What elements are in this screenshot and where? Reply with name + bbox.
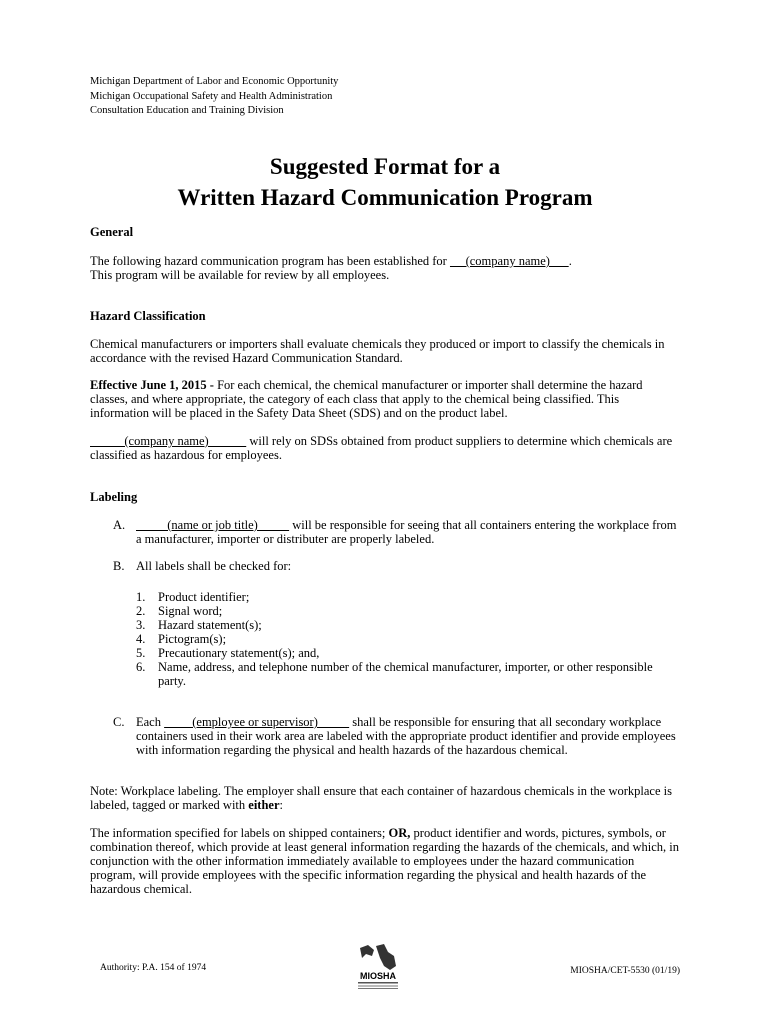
list-item [136, 660, 676, 688]
company-name-blank: (company name) [449, 254, 569, 268]
labeling-item-c [113, 715, 678, 757]
list-number: 4. [136, 632, 146, 646]
info-text: product identifier and words, pictures, symbols, or combination thereof, which provide at least general information regarding the hazards of the chemicals, and which, in conjunction with the other information immediately available to employees under the hazard communication program, will provide employees with the specific information regarding the physical and health hazards of the hazardous chemical. [90, 826, 680, 896]
employee-supervisor-blank: (employee or supervisor) [164, 715, 350, 729]
list-number: 6. [136, 660, 146, 674]
item-a-text: will be responsible for seeing that all containers entering the workplace from a manufacturer, importer or distributer are properly labeled. [136, 518, 677, 546]
list-text: Product identifier; [158, 590, 250, 604]
title-line-1: Suggested Format for a [269, 154, 501, 179]
item-b-text: All labels shall be checked for: [136, 559, 292, 573]
list-item [136, 632, 676, 646]
info-lead: The information specified for labels on shipped containers; [90, 826, 389, 840]
info-emphasis: OR, [388, 826, 411, 840]
title-line-2: Written Hazard Communication Program [177, 185, 593, 210]
effective-date: Effective June 1, 2015 - [90, 378, 214, 392]
list-text: Hazard statement(s); [158, 618, 262, 632]
list-item [136, 590, 676, 604]
section-heading-labeling: Labeling [90, 490, 138, 504]
general-period: . [568, 254, 572, 268]
list-number: 5. [136, 646, 146, 660]
document-title [0, 151, 770, 213]
header-line-division: Consultation Education and Training Division [90, 105, 284, 116]
list-number: 1. [136, 590, 146, 604]
header-line-department: Michigan Department of Labor and Economic Opportunity [90, 76, 339, 87]
item-letter-c: C. [113, 715, 125, 729]
item-c-text: shall be responsible for ensuring that all secondary workplace containers used in their work area are labeled with the appropriate product identifier and provide employees with information regarding the physical and health hazards of the hazardous chemical. [136, 715, 676, 757]
effective-text: For each chemical, the chemical manufacturer or importer shall determine the hazard classes, and where appropriate, the category of each class that apply to the chemical being classified. This information will be placed in the Safety Data Sheet (SDS) and on the product label. [90, 378, 643, 420]
list-item [136, 604, 676, 618]
general-paragraph [90, 254, 680, 282]
list-item [136, 646, 676, 660]
section-heading-general: General [90, 225, 134, 239]
list-text: Pictogram(s); [158, 632, 227, 646]
workplace-labeling-note [90, 784, 680, 812]
miosha-logo-icon [350, 942, 406, 994]
note-colon: : [279, 798, 283, 812]
section-heading-classification: Hazard Classification [90, 309, 206, 323]
labeling-item-a [113, 518, 678, 546]
note-emphasis: either [248, 798, 280, 812]
list-text: Signal word; [158, 604, 223, 618]
list-text: Name, address, and telephone number of the chemical manufacturer, importer, or other responsible party. [158, 660, 653, 688]
list-item [136, 618, 676, 632]
classification-paragraph-2 [90, 378, 680, 420]
list-text: Precautionary statement(s); and, [158, 646, 320, 660]
item-letter-a: A. [113, 518, 126, 532]
item-letter-b: B. [113, 559, 125, 573]
classification-paragraph-3 [90, 434, 680, 462]
list-number: 3. [136, 618, 146, 632]
header-line-administration: Michigan Occupational Safety and Health Administration [90, 90, 333, 102]
authority-citation: Authority: P.A. 154 of 1974 [100, 963, 207, 973]
labeling-item-b [113, 559, 678, 573]
note-text: Note: Workplace labeling. The employer shall ensure that each container of hazardous chemicals in the workplace is labeled, tagged or marked with [90, 784, 672, 812]
company-name-blank-2: (company name) [90, 434, 247, 448]
label-checklist [136, 590, 676, 688]
sds-text: will rely on SDSs obtained from product suppliers to determine which chemicals are classified as hazardous for employees. [90, 434, 673, 462]
form-number: MIOSHA/CET-5530 (01/19) [570, 966, 680, 976]
classification-paragraph-1: Chemical manufacturers or importers shall evaluate chemicals they produced or import to classify the chemicals in accordance with the revised Hazard Communication Standard. [90, 337, 665, 365]
agency-header [90, 75, 338, 119]
name-job-title-blank: (name or job title) [136, 518, 290, 532]
general-text: The following hazard communication program has been established for [90, 254, 450, 268]
label-information-paragraph [90, 826, 680, 896]
list-number: 2. [136, 604, 146, 618]
general-text-line-2: This program will be available for review by all employees. [90, 268, 390, 282]
item-c-lead: Each [136, 715, 165, 729]
logo-text: MIOSHA [360, 971, 396, 981]
